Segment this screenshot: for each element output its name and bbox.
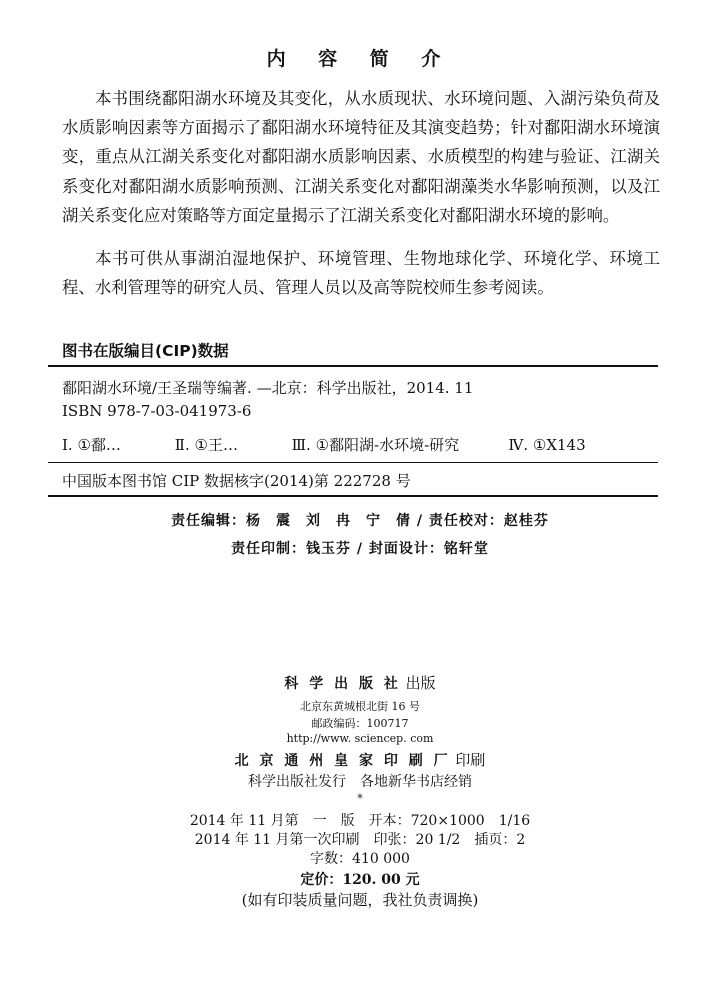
distribution-line: 科学出版社发行 各地新华书店经销 bbox=[248, 774, 472, 790]
cip-class-4: Ⅳ. ①X143 bbox=[508, 436, 586, 454]
cip-heading: 图书在版编目(CIP)数据 bbox=[62, 342, 229, 360]
publisher-address: 北京东黄城根北街 16 号 bbox=[300, 700, 420, 713]
separator-star: * bbox=[357, 792, 363, 805]
quality-notice: (如有印装质量问题，我社负责调换) bbox=[241, 891, 479, 909]
publisher-name: 科 学 出 版 社 bbox=[284, 676, 401, 692]
cip-middle-rule bbox=[48, 462, 658, 463]
publisher-suffix: 出版 bbox=[400, 674, 436, 692]
cip-isbn: ISBN 978-7-03-041973-6 bbox=[62, 402, 252, 420]
printer-name: 北 京 通 州 皇 家 印 刷 厂 bbox=[234, 753, 451, 769]
cip-class-1: Ⅰ. ①鄱… bbox=[62, 436, 121, 454]
publisher-website: http://www. sciencep. com bbox=[286, 732, 434, 745]
editors-line-1: 责任编辑：杨 震 刘 冉 宁 倩 / 责任校对：赵桂芬 bbox=[171, 513, 549, 529]
cip-classification-row bbox=[62, 434, 586, 455]
cip-class-2: Ⅱ. ①王… bbox=[174, 436, 238, 454]
edition-line-2: 2014 年 11 月第一次印刷 印张：20 1/2 插页：2 bbox=[194, 832, 526, 848]
printer-line bbox=[0, 749, 720, 770]
cip-bottom-rule bbox=[48, 495, 658, 497]
cip-class-3: Ⅲ. ①鄱阳湖-水环境-研究 bbox=[291, 436, 460, 454]
publisher-postcode: 邮政编码：100717 bbox=[311, 717, 409, 730]
printer-suffix: 印刷 bbox=[450, 751, 486, 769]
intro-paragraph-2: 本书可供从事湖泊湿地保护、环境管理、生物地球化学、环境化学、环境工程、水利管理等的研究人员、管理人员以及高等院校师生参考阅读。 bbox=[62, 249, 660, 298]
editors-line-2: 责任印制：钱玉芬 / 封面设计：铭轩堂 bbox=[231, 541, 489, 557]
edition-line-1: 2014 年 11 月第 一 版 开本：720×1000 1/16 bbox=[189, 813, 531, 829]
publisher-line bbox=[0, 672, 720, 693]
page-title: 内 容 简 介 bbox=[266, 48, 454, 70]
cip-top-rule bbox=[48, 365, 658, 367]
intro-paragraph-1: 本书围绕鄱阳湖水环境及其变化，从水质现状、水环境问题、入湖污染负荷及水质影响因素等方面揭示了鄱阳湖水环境特征及其演变趋势；针对鄱阳湖水环境演变，重点从江湖关系变化对鄱阳湖水质影响因素、水质模型的构建与验证、江湖关系变化对鄱阳湖水质影响预测、江湖关系变化对鄱阳湖藻类水华影响预测，以及江湖关系变化应对策略等方面定量揭示了江湖关系变化对鄱阳湖水环境的影响。 bbox=[62, 89, 660, 225]
word-count: 字数：410 000 bbox=[310, 851, 410, 867]
price: 定价：120. 00 元 bbox=[300, 872, 420, 888]
cip-record-number: 中国版本图书馆 CIP 数据核字(2014)第 222728 号 bbox=[62, 472, 411, 490]
cip-bibliographic-line: 鄱阳湖水环境/王圣瑞等编著. —北京：科学出版社，2014. 11 bbox=[62, 379, 474, 397]
